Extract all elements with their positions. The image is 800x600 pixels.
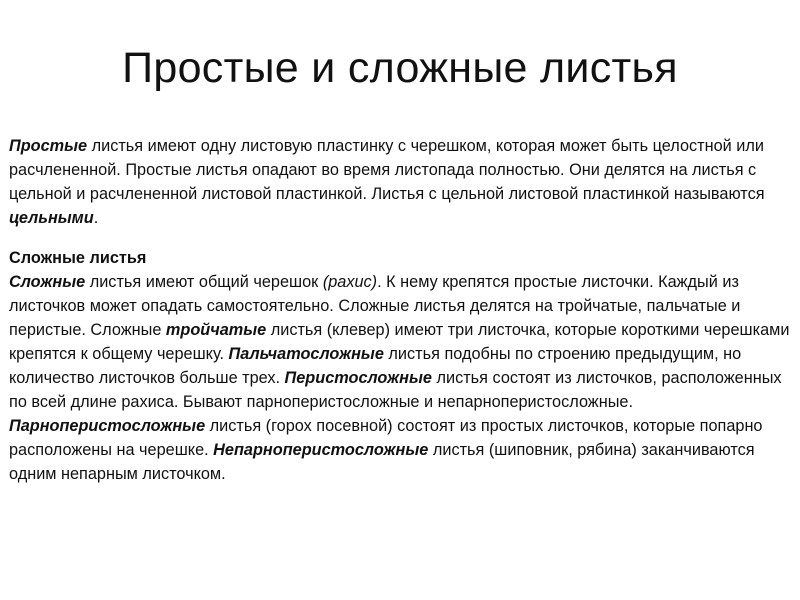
term-compound: Сложные — [9, 273, 86, 291]
compound-leaves-paragraph — [9, 246, 794, 486]
para2-text-2: . К нему крепятся простые листочки. Каждый из листочков может опадать самостоятельно. Сложные листья делятся на тройчатые, пальчатые и перистые. Сложные — [9, 273, 741, 339]
term-imparipinnate: Непарноперистосложные — [213, 441, 429, 459]
para2-text-7: листья (шиповник, рябина) заканчиваются одним непарным листочком. — [9, 441, 755, 483]
slide-title: Простые и сложные листья — [122, 44, 678, 92]
term-simple: Простые — [9, 137, 88, 155]
para2-text-4: листья подобны по строению предыдущим, но количество листочков больше трех. — [9, 345, 742, 387]
term-palmate: Пальчатосложные — [228, 345, 384, 363]
para1-text-2: . — [93, 209, 99, 227]
term-paripinnate: Парноперистосложные — [9, 417, 206, 435]
term-whole: цельными — [9, 209, 94, 227]
compound-heading: Сложные листья — [9, 249, 147, 267]
para2-text-3: листья (клевер) имеют три листочка, которые короткими черешками крепятся к общему черешку. — [9, 321, 790, 363]
simple-leaves-paragraph — [9, 134, 794, 230]
para2-text-6: листья (горох посевной) состоят из простых листочков, которые попарно расположены на черешке. — [9, 417, 763, 459]
term-trifoliate: тройчатые — [165, 321, 267, 339]
term-rachis: (рахис) — [322, 273, 378, 291]
para2-text-5: листья состоят из листочков, расположенных по всей длине рахиса. Бывают парноперистосложные и непарноперистосложные. — [9, 369, 782, 411]
para1-text-1: листья имеют одну листовую пластинку с черешком, которая может быть целостной или расчлененной. Простые листья опадают во время листопада полностью. Они делятся на листья с цельной и расчлененной листовой пластинкой. Листья с цельной листовой пластинкой называются — [9, 137, 765, 203]
para2-text-1: листья имеют общий черешок — [85, 273, 323, 291]
term-pinnate: Перистосложные — [284, 369, 432, 387]
